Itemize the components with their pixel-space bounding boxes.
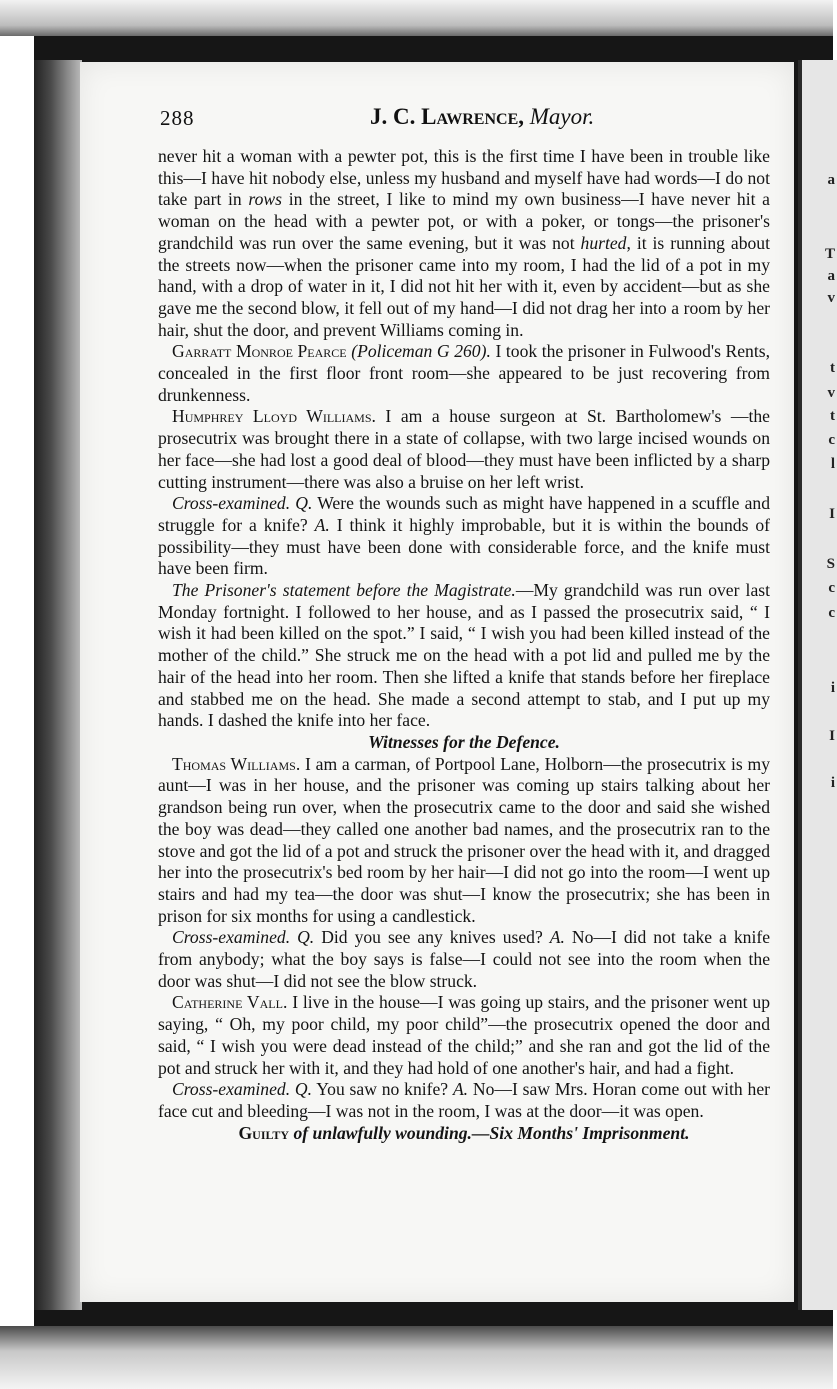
statement-label: The Prisoner's statement before the Magistrate. <box>172 580 516 601</box>
cross-examined-label: Cross-examined. <box>172 493 291 514</box>
witness-name: Catherine Vall. <box>172 992 288 1013</box>
running-head-name: J. C. Lawrence, <box>370 104 524 129</box>
paragraph-thomas-williams: Thomas Williams. I am a carman, of Portpool Lane, Holborn—the prosecutrix is my aunt—I was in her house, and the prisoner was coming up stairs talking about her grandson being run over, when the prosecutrix came to the door and said she wished the boy was dead—they called one another bad names, and the prosecutrix ran to the stove and got the lid of a pot and struck the prisoner over the head with it, and dragged her into the prosecutrix's bed room by her hair—I did not go into the room—I went up stairs and had my tea—the door was shut—I know the prosecutrix; she has been in prison for six months for using a candlestick. <box>158 753 770 926</box>
cross-examined-label: Cross-examined. <box>172 927 291 948</box>
facing-fragment: S <box>826 556 835 572</box>
paragraph-williams-surgeon: Humphrey Lloyd Williams. I am a house surgeon at St. Bartholomew's —the prosecutrix was brought there in a state of collapse, with two large incised wounds on her face—she had lost a good deal of blood—they must have been inflicted by a sharp cutting instrument—there was also a bruise on her left wrist. <box>158 406 770 492</box>
verdict <box>158 1123 770 1145</box>
paragraph-prisoner-statement: The Prisoner's statement before the Magistrate.—My grandchild was run over last Monday fortnight. I followed to her house, and as I passed the prosecutrix said, “ I wish it had been killed on the spot.” I said, “ I wish you had been killed instead of the mother of the child.” She struck me on the head with a pot lid and pulled me by the hair of the head into her room. Then she lifted a knife that stands before her fireplace and stabbed me on the head. She made a second attempt to stab, and I put up my hands. I dashed the knife into her face. <box>158 580 770 731</box>
facing-fragment: t <box>830 360 835 376</box>
witness-name: Thomas Williams. <box>172 753 301 774</box>
facing-page-strip <box>798 60 837 1310</box>
running-head <box>370 104 594 130</box>
facing-fragment: c <box>828 605 835 621</box>
scan-top-edge <box>0 0 833 36</box>
facing-fragment: c <box>828 580 835 596</box>
facing-fragment: I <box>829 506 835 522</box>
facing-fragment: v <box>827 385 835 401</box>
witness-role: (Policeman G 260). <box>351 341 491 362</box>
facing-fragment: I <box>829 728 835 744</box>
paragraph-pearce: Garratt Monroe Pearce (Policeman G 260). I took the prisoner in Fulwood's Rents, concealed in the first floor front room—she appeared to be just recovering from drunkenness. <box>158 341 770 405</box>
paragraph-cross-examination: Cross-examined. Q. You saw no knife? A. No—I saw Mrs. Horan come out with her face cut and bleeding—I was not in the room, I was at the door—it was open. <box>158 1079 771 1121</box>
verdict-sentence: of unlawfully wounding.—Six Months' Imprisonment. <box>289 1122 690 1143</box>
witness-name: Garratt Monroe Pearce <box>172 341 347 362</box>
section-heading: Witnesses for the Defence. <box>368 731 560 752</box>
page-body <box>158 146 770 1144</box>
book-page <box>80 62 794 1302</box>
book-spine <box>34 60 82 1310</box>
facing-fragment: T <box>824 246 835 262</box>
paragraph-catherine-vall: Catherine Vall. I live in the house—I was going up stairs, and the prisoner went up saying, “ Oh, my poor child, my poor child”—the prosecutrix opened the door and said, “ I wish you were dead instead of the child;” and she ran and got the lid of the pot and struck her with it, and they had hold of one another's hair, and had a fight. <box>158 992 771 1078</box>
facing-fragment: c <box>828 432 835 448</box>
page-header <box>160 102 760 138</box>
running-head-role: Mayor. <box>529 104 595 129</box>
paragraph-cross-examination: Cross-examined. Q. Were the wounds such as might have happened in a scuffle and struggle for a knife? A. I think it highly improbable, but it is within the bounds of possibility—they must have been done with considerable force, and the knife must have been firm. <box>158 493 770 579</box>
facing-fragment: a <box>827 268 835 284</box>
verdict-guilty: Guilty <box>238 1122 290 1143</box>
paragraph-cross-examination: Cross-examined. Q. Did you see any knives used? A. No—I did not take a knife from anybody; what the boy says is false—I could not see into the room when the door was shut—I did not see the blow struck. <box>158 927 770 991</box>
facing-fragment: t <box>830 408 835 424</box>
facing-fragment: v <box>827 290 835 306</box>
witness-name: Humphrey Lloyd Williams. <box>172 406 376 427</box>
facing-fragment: i <box>830 680 835 696</box>
page-number: 288 <box>160 106 195 130</box>
facing-fragment: a <box>827 172 835 188</box>
paragraph-continuation: never hit a woman with a pewter pot, this is the first time I have been in trouble like this—I have hit nobody else, unless my husband and myself have had words—I do not take part in rows in the street, I like to mind my own business—I have never hit a woman on the head with a pewter pot, or with a poker, or tongs—the prisoner's grandchild was run over the same evening, but it was not hurted, it is running about the streets now—when the prisoner came into my room, I had the lid of a pot in my hand, with a drop of water in it, I did not hit her with it, even by accident—but as she gave me the second blow, it fell out of my hand—I did not drag her into a room by her hair, shut the door, and prevent Williams coming in. <box>158 146 770 340</box>
facing-fragment: i <box>830 775 835 791</box>
cross-examined-label: Cross-examined. <box>172 1079 291 1100</box>
scan-bottom-edge <box>0 1326 833 1389</box>
facing-fragment: l <box>830 456 835 472</box>
